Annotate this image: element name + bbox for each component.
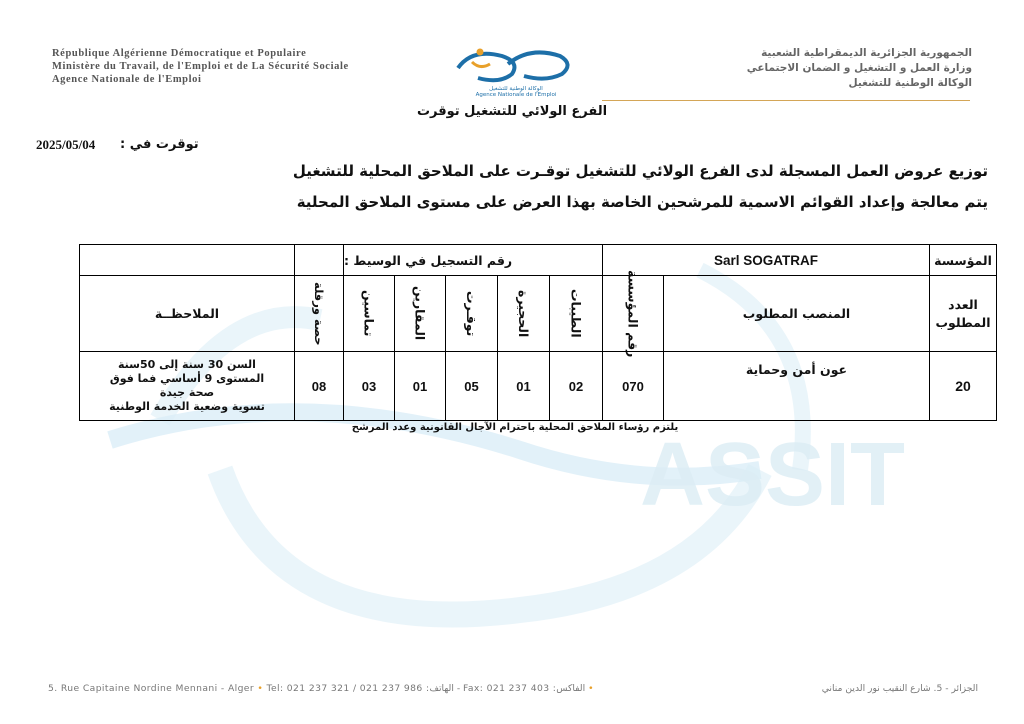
header-taibat: الطيبات	[568, 289, 584, 338]
remarks-list	[109, 358, 265, 414]
row-inst-number-cell	[602, 351, 664, 421]
header-touggourt: توقـرت	[464, 290, 479, 337]
header-divider	[602, 100, 970, 101]
header-fr-line-2: Ministère du Travail, de l'Emploi et de La Sécurité Sociale	[52, 61, 349, 72]
logo-caption-ar: الوكالة الوطنية للتشغيل	[489, 86, 543, 92]
footer-fr-street: 5. Rue Capitaine Nordine Mennani - Alger	[48, 683, 255, 694]
document-subtitle: يتم معالجة وإعداد القوائم الاسمية للمرشحين الخاصة بهذا العرض على مستوى الملاحق المحلية	[296, 193, 988, 211]
svg-text:ASSIT: ASSIT	[640, 425, 906, 525]
header-remarks-cell	[79, 275, 295, 352]
institution-name: Sarl SOGATRAF	[713, 252, 818, 268]
header-count: العدد المطلوب	[935, 296, 991, 330]
header-ar-line-2: وزارة العمل و التشغيل و الضمان الاجتماعي	[746, 62, 972, 74]
registration-blank-cell	[294, 244, 344, 276]
header-megarine-cell	[394, 275, 446, 352]
header-taibat-cell	[549, 275, 603, 352]
registration-label: رقم التسجيل في الوسيط :	[344, 252, 513, 268]
header-position: المنصب المطلوب	[742, 306, 851, 321]
row-inst-number: 070	[622, 378, 644, 394]
row-touggourt: 05	[464, 378, 479, 394]
row-paper-share: 08	[311, 378, 327, 394]
registration-blank-cell-2	[79, 244, 295, 276]
header-temacine: تماسين	[361, 290, 377, 337]
header-inst-number: رقم المؤسسة	[625, 269, 641, 358]
header-count-cell	[929, 275, 997, 352]
institution-label-cell	[929, 244, 997, 276]
header-position-cell	[663, 275, 930, 352]
header-inst-number-cell	[602, 269, 664, 358]
remark-line: المستوى 9 أساسي فما فوق	[109, 372, 265, 385]
table-note: يلتزم رؤساء الملاحق المحلية باحترام الآجال القانونية وعدد المرشح	[351, 422, 679, 433]
header-fr-line-1: République Algérienne Démocratique et Populaire	[52, 48, 307, 59]
bullet-icon: •	[588, 683, 594, 694]
row-touggourt-cell	[445, 351, 498, 421]
footer-address	[48, 683, 978, 697]
header-fr-line-3: Agence Nationale de l'Emploi	[52, 74, 202, 85]
row-megarine-cell	[394, 351, 446, 421]
header-paper-share-cell	[294, 275, 344, 352]
logo-caption-fr: Agence Nationale de l'Emploi	[475, 92, 557, 98]
header-paper-share: حصة ورقلة	[312, 281, 326, 346]
header-touggourt-cell	[445, 275, 498, 352]
header-megarine: المقارين	[412, 286, 428, 341]
header-hajira-cell	[497, 275, 550, 352]
row-temacine: 03	[361, 378, 377, 394]
row-hajira: 01	[516, 378, 531, 394]
logo-caption	[456, 86, 576, 98]
remark-line: السن 30 سنة إلى 50سنة	[118, 358, 256, 371]
footer-fr-address	[48, 683, 594, 694]
date-label: توقرت في :	[120, 137, 199, 152]
row-position: عون أمن وحماية	[745, 362, 848, 377]
header-ar-line-1: الجمهورية الجزائرية الديمقراطية الشعبية	[761, 47, 972, 59]
row-remarks-cell	[79, 351, 295, 421]
footer-contact: Tel: 021 237 321 / 021 237 986 :الهاتف - Fax: 021 237 403 :الفاكس	[266, 683, 586, 694]
remark-line: تسوية وضعية الخدمة الوطنية	[109, 400, 265, 413]
row-count-cell	[929, 351, 997, 421]
footer-ar-address: الجزائر - 5. شارع النقيب نور الدين مناني	[821, 683, 978, 694]
row-hajira-cell	[497, 351, 550, 421]
document-title: توزيع عروض العمل المسجلة لدى الفرع الولائي للتشغيل توقـرت على الملاحق المحلية للتشغيل	[292, 162, 988, 180]
date-value: 2025/05/04	[36, 137, 96, 152]
row-taibat-cell	[549, 351, 603, 421]
row-taibat: 02	[568, 378, 584, 394]
branch-title: الفرع الولائي للتشغيل توقرت	[416, 104, 608, 119]
header-hajira: الحجيرة	[516, 289, 531, 338]
row-position-cell	[663, 351, 930, 421]
institution-label: المؤسسة	[934, 252, 992, 268]
header-ar-line-3: الوكالة الوطنية للتشغيل	[848, 77, 972, 89]
row-count: 20	[955, 378, 971, 394]
row-paper-share-cell	[294, 351, 344, 421]
header-temacine-cell	[343, 275, 395, 352]
bullet-icon: •	[257, 683, 267, 694]
remark-line: صحة جيدة	[159, 386, 215, 399]
header-remarks: الملاحظــة	[154, 306, 220, 321]
institution-name-cell	[602, 244, 930, 276]
job-offer-table	[79, 244, 997, 421]
row-temacine-cell	[343, 351, 395, 421]
registration-label-cell	[343, 244, 603, 276]
row-megarine: 01	[412, 378, 428, 394]
